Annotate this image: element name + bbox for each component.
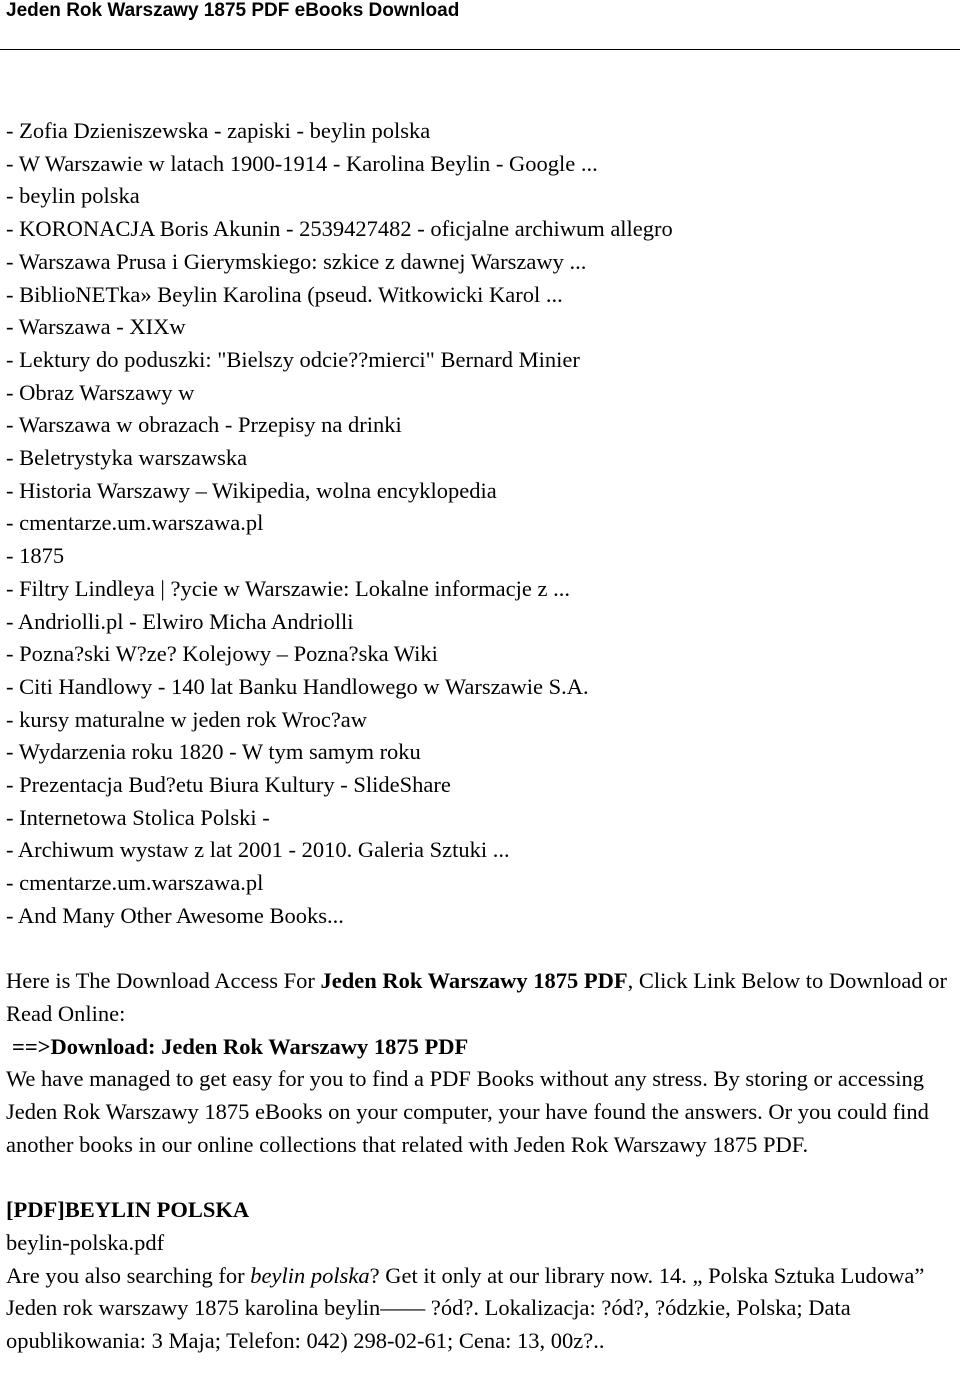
list-item[interactable]: - 1875 bbox=[6, 543, 65, 569]
download-link[interactable]: ==>Download: Jeden Rok Warszawy 1875 PDF bbox=[12, 1033, 469, 1059]
list-item[interactable]: - BiblioNETka» Beylin Karolina (pseud. Witkowicki Karol ... bbox=[6, 281, 563, 307]
spacer bbox=[6, 933, 952, 966]
intro-prefix: Here is The Download Access For bbox=[6, 968, 321, 994]
list-item[interactable]: - Filtry Lindleya | ?ycie w Warszawie: Lokalne informacje z ... bbox=[6, 575, 570, 601]
list-item[interactable]: - Lektury do poduszki: "Bielszy odcie??mierci" Bernard Minier bbox=[6, 346, 580, 372]
page-title: Jeden Rok Warszawy 1875 PDF eBooks Download bbox=[6, 0, 460, 21]
list-item[interactable]: - Internetowa Stolica Polski - bbox=[6, 804, 270, 830]
section-title: [PDF]BEYLIN POLSKA bbox=[6, 1197, 250, 1223]
download-access-intro bbox=[6, 965, 952, 1030]
list-item[interactable]: - Warszawa - XIXw bbox=[6, 314, 186, 340]
list-item[interactable]: - Warszawa Prusa i Gierymskiego: szkice z dawnej Warszawy ... bbox=[6, 248, 587, 274]
header-divider bbox=[0, 49, 960, 50]
list-item[interactable]: - Warszawa w obrazach - Przepisy na drinki bbox=[6, 412, 402, 438]
list-item[interactable]: - W Warszawie w latach 1900-1914 - Karolina Beylin - Google ... bbox=[6, 150, 598, 176]
section-body-prefix: Are you also searching for bbox=[6, 1262, 251, 1288]
list-item[interactable]: - Wydarzenia roku 1820 - W tym samym roku bbox=[6, 739, 421, 765]
list-item[interactable]: - Beletrystyka warszawska bbox=[6, 445, 248, 471]
list-item[interactable]: - Historia Warszawy – Wikipedia, wolna encyklopedia bbox=[6, 477, 497, 503]
list-item[interactable]: - Andriolli.pl - Elwiro Micha Andriolli bbox=[6, 608, 354, 634]
document-body bbox=[6, 115, 952, 1358]
list-item[interactable]: - kursy maturalne w jeden rok Wroc?aw bbox=[6, 706, 368, 732]
list-item[interactable]: - Zofia Dzieniszewska - zapiski - beylin polska bbox=[6, 118, 431, 143]
intro-book-title: Jeden Rok Warszawy 1875 PDF bbox=[320, 968, 628, 994]
list-item[interactable]: - Archiwum wystaw z lat 2001 - 2010. Galeria Sztuki ... bbox=[6, 837, 510, 863]
section-filename[interactable]: beylin-polska.pdf bbox=[6, 1229, 165, 1255]
list-item[interactable]: - Pozna?ski W?ze? Kolejowy – Pozna?ska Wiki bbox=[6, 641, 438, 667]
section-body-suffix: ? Get it only at our library now. 14. „ Polska Sztuka Ludowa” Jeden rok warszawy 1875 karolina beylin—— ?ód?. Lokalizacja: ?ód?, ?ódzkie, Polska; Data opublikowania: 3 Maja; Telefon: 042) 298-02-61; Cena: 13, 00z?.. bbox=[6, 1262, 925, 1353]
list-item[interactable]: - cmentarze.um.warszawa.pl bbox=[6, 870, 264, 896]
spacer bbox=[6, 1161, 952, 1194]
intro-suffix: , Click Link Below to Download or Read Online: bbox=[6, 968, 947, 1026]
section-body bbox=[6, 1260, 952, 1358]
related-books-list bbox=[6, 115, 952, 933]
list-item[interactable]: - KORONACJA Boris Akunin - 2539427482 - oficjalne archiwum allegro bbox=[6, 216, 673, 242]
list-item[interactable]: - beylin polska bbox=[6, 183, 140, 209]
list-item[interactable]: - Prezentacja Bud?etu Biura Kultury - SlideShare bbox=[6, 772, 451, 798]
list-item[interactable]: - And Many Other Awesome Books... bbox=[6, 902, 344, 928]
section-body-italic: beylin polska bbox=[250, 1262, 370, 1288]
list-item[interactable]: - cmentarze.um.warszawa.pl bbox=[6, 510, 264, 536]
access-description: We have managed to get easy for you to find a PDF Books without any stress. By storing or accessing Jeden Rok Warszawy 1875 eBooks on your computer, your have found the answers. Or you could find another books in our online collections that related with Jeden Rok Warszawy 1875 PDF. bbox=[6, 1066, 929, 1157]
list-item[interactable]: - Citi Handlowy - 140 lat Banku Handlowego w Warszawie S.A. bbox=[6, 673, 589, 699]
list-item[interactable]: - Obraz Warszawy w bbox=[6, 379, 195, 405]
